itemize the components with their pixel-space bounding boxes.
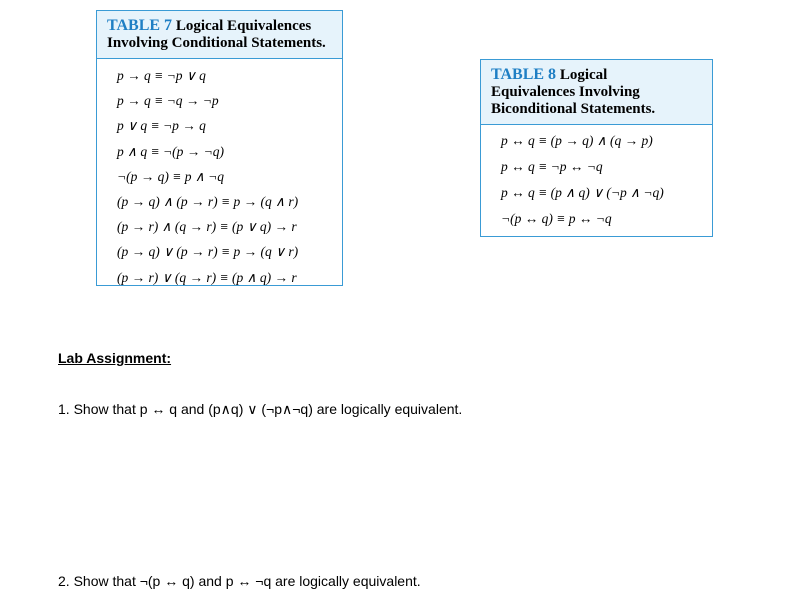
table-7-title-line2: Involving Conditional Statements. bbox=[107, 35, 326, 51]
table-8 bbox=[480, 59, 713, 237]
lab-question-2: 2. Show that ¬(p ↔ q) and p ↔ ¬q are logically equivalent. bbox=[58, 573, 421, 589]
table-7-row: (p → q) ∨ (p → r) ≡ p → (q ∨ r) bbox=[117, 244, 299, 260]
table-8-title-line1: Logical bbox=[559, 67, 608, 83]
table-8-row: ¬(p ↔ q) ≡ p ↔ ¬q bbox=[501, 211, 612, 226]
table-8-header bbox=[481, 60, 712, 125]
table-7-row: (p → q) ∧ (p → r) ≡ p → (q ∧ r) bbox=[117, 193, 299, 209]
table-7-row: p ∨ q ≡ ¬p → q bbox=[117, 118, 206, 134]
table-8-title-line2: Equivalences Involving bbox=[491, 84, 640, 100]
table-7-row: (p → r) ∨ (q → r) ≡ (p ∧ q) → r bbox=[117, 269, 297, 285]
table-7-row: p → q ≡ ¬q → ¬p bbox=[117, 93, 219, 109]
table-8-row: p ↔ q ≡ (p ∧ q) ∨ (¬p ∧ ¬q) bbox=[501, 185, 664, 200]
table-7-row: (p → r) ∧ (q → r) ≡ (p ∨ q) → r bbox=[117, 219, 297, 235]
table-8-rows bbox=[481, 125, 712, 234]
table-7-rows bbox=[97, 59, 342, 292]
table-7-number: TABLE 7 bbox=[107, 17, 173, 34]
table-8-title-line3: Biconditional Statements. bbox=[491, 101, 656, 117]
table-7-row: p ∧ q ≡ ¬(p → ¬q) bbox=[117, 143, 224, 159]
table-8-number: TABLE 8 bbox=[491, 66, 557, 83]
lab-question-1: 1. Show that p ↔ q and (p∧q) ∨ (¬p∧¬q) are logically equivalent. bbox=[58, 401, 463, 417]
table-8-row: p ↔ q ≡ ¬p ↔ ¬q bbox=[501, 159, 603, 174]
table-8-row: p ↔ q ≡ (p → q) ∧ (q → p) bbox=[501, 133, 653, 148]
table-7-header bbox=[97, 11, 342, 59]
table-7 bbox=[96, 10, 343, 286]
table-7-row: p → q ≡ ¬p ∨ q bbox=[117, 68, 206, 83]
table-7-title-line1: Logical Equivalences bbox=[175, 18, 312, 34]
table-7-row: ¬(p → q) ≡ p ∧ ¬q bbox=[117, 168, 224, 184]
lab-assignment-title: Lab Assignment: bbox=[58, 350, 172, 366]
